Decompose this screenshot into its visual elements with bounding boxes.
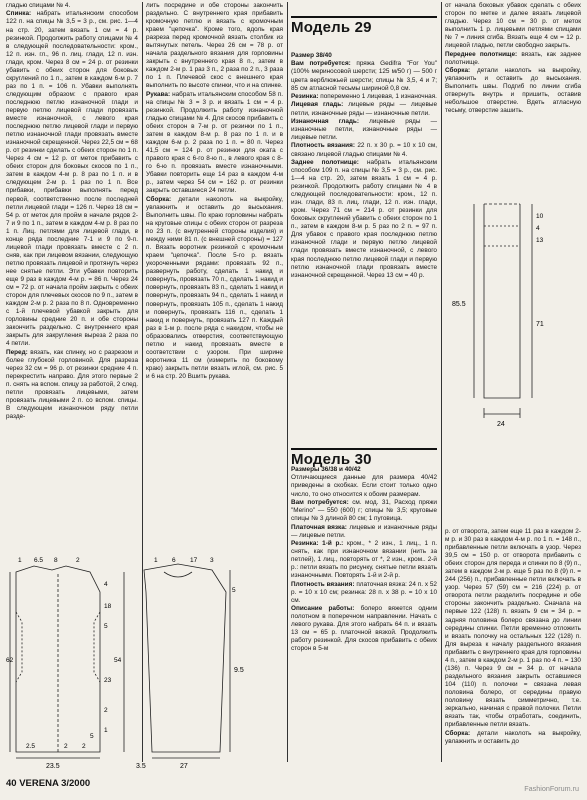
paragraph-heading: Резинка: <box>291 93 319 101</box>
paragraph: Изнаночная гладь: лицевые ряды — изнаночные петли, изнаночные ряды — лицевые петли. <box>291 117 437 142</box>
diagram-label: 13 <box>536 237 544 244</box>
paragraph: Сборка: детали наколоть на выкройку, увлажнить и оставить до высыхания. Выполнить швы. Подгиб по линии сгиба отвернуть внутрь и пришить, оставив небольшое отверстие. Вдеть атласную тесьму, отверстие зашить. <box>445 67 581 115</box>
paragraph: от начала боковых убавок сделать с обеих сторон по метке и далее вязать лицевой гладью. Через 10 см = 30 р. от меток выполнить 1 р. лицевыми петлями спицами № 7 = линия сгиба. Вязать еще 4 см = 12 р. лицевой гладью, петли свободно закрыть. <box>445 2 581 50</box>
diagram-label: 1 <box>18 557 22 564</box>
watermark: FashionForum.ru <box>524 784 579 793</box>
paragraph-heading: Спинка: <box>6 10 32 18</box>
paragraph-heading: Перед: <box>6 348 28 356</box>
diagram-label: 24 <box>497 421 505 428</box>
diagram-label: 5 <box>90 733 94 740</box>
paragraph: Платочная вязка: лицевые и изнаночные ряды — лицевые петли. <box>291 523 437 539</box>
diagram-label: 3.5 <box>136 763 146 770</box>
diagram-label: 85.5 <box>452 301 466 308</box>
diagram-label: 5 <box>104 623 108 630</box>
paragraph: Рукава: набрать итальянским способом 58 п. на спицы № 3 = 3 р. и вязать 1 см = 4 р. резинкой. Продолжить работу изнаночной гладью спицами № 4. Для скосов прибавить с обеих сторон в 7-м р. от резинки по 1 п., затем в каждом 8-м р. 8 раз по 1 п. и в каждом 6-м р. 2 раза по 1 п. = 80 п. Через 41,5 см = 124 р. от резинки для оката с правого края с 6-го 8-ю п., в левого края с 8-го 6-ю п. провязать вместе изнаночными. Убавки повторить еще 14 раз в каждом 4-м р., затем через 54 см = 162 р. от резинки закрыть оставшиеся 24 петли. <box>146 90 283 195</box>
paragraph-heading: Сборка: <box>445 729 471 737</box>
diagram-label: 27 <box>180 763 188 770</box>
paragraph-heading: Переднее полотнище: <box>445 50 518 58</box>
diagram-label: 6.5 <box>34 557 44 564</box>
paragraph-heading: Плотность вязания: <box>291 580 355 588</box>
paragraph-heading: Сборка: <box>445 67 471 75</box>
paragraph: Плотность вязания: 22 п. х 30 р. = 10 х 10 см, связано лицевой гладью спицами № 4. <box>291 142 437 158</box>
paragraph: лить посредине и обе стороны закончить раздельно. С внутреннего края прибавить кромочную петлю и вязать с кромочным краем "цепочка". Кроме того, вдоль края разреза перед кромочной вязать столбик из вытянутых петель. Через 26 см = 78 р. от начала раздельного вязания для горловины закрыть с внутреннего края 8 п., затем в каждом 2-м р. 1 раз 3 п., 2 раза по 2 п., 3 раза по 1 п. Плечевой скос с внешнего края выполнить по высоте спинки, что и на спинке. <box>146 2 283 90</box>
paragraph-heading: Заднее полотнище: <box>291 158 359 166</box>
magazine-issue: VERENA 3/2000 <box>19 778 91 789</box>
model-29-text <box>291 52 437 444</box>
paragraph <box>291 52 437 60</box>
paragraph: Сборка: детали наколоть на выкройку, увлажнить и оставить до <box>445 729 581 745</box>
model-29-title: Модель 29 <box>291 16 437 36</box>
text-column-2 <box>146 2 283 544</box>
paragraph: Перед: вязать, как спинку, но с разрезом и более глубокой горловиной. Для разреза через 32 см = 96 р. от резинки средние 4 п. перекрестить направо. Для этого первые 2 п. снять на вспом. спицу за работой, 2 след. петли провязать лицевыми, затем провязать лицевыми 2 п. со вспом. спицы. В следующем изнаночном ряду петли разде- <box>6 348 138 421</box>
diagram-label: 54 <box>114 657 122 664</box>
page-number: 40 <box>6 778 17 789</box>
diagram-label: 2 <box>76 557 80 564</box>
paragraph-heading: Лицевая гладь: <box>291 101 344 109</box>
diagram-label: 2 <box>82 743 86 750</box>
diagram-label: 2 <box>104 707 108 714</box>
paragraph: Заднее полотнище: набрать итальянским способом 109 п. на спицы № 3,5 = 3 р., см. рис. 1—4 на стр. 20, затем вязать 1 см = 4 р. резинкой. Продолжить работу спицами № 4 в следующей последовательности: кром., 12 п. изн. глади, 83 п. лиц. глади, 12 п. изн. глади, кром. Через 71 см = 214 р. от резинки для боковых скруглений убавить с обеих сторон по 1 п., затем в каждом 8-м р. 5 раз по 2 п. = 97 п. Для убавок с правого края последнюю петлю изнаночной глади и первую петлю лицевой глади провязать вместе изнаночной, с левого края последнюю петлю лицевой глади и первую петлю изнаночной глади провязать вместе изнаночной скрещенной. Через 13 см = 40 р. <box>291 158 437 279</box>
paragraph-heading: Вам потребуется: <box>291 60 351 68</box>
diagram-label: 5 <box>232 587 236 594</box>
model-30-text <box>291 466 437 774</box>
paragraph: Спинка: набрать итальянским способом 122 п. на спицы № 3,5 = 3 р., см. рис. 1—4 на стр. 20, затем вязать 1 см = 4 р. резинкой. Продолжить работу спицами № 4 в следующей последовательности: кром., 12 п. изн. гл., 96 п. лиц. глади, 12 п. изн. глади, кром. Через 8 см = 24 р. от резинки убавить с обеих сторон для боковых скруглений по 1 п., затем в каждом 6-м р. 7 раз по 1 п. = 106 п. Убавки выполнять следующим образом: с правого края последнюю петлю изнаночной глади и первую петлю лицевой глади провязать вместе изнаночной, с левого края последнюю петлю лицевой глади и первую петлю изнаночной глади провязать вместе изнаночной скрещенной. Через 22,5 см = 68 р. от резинки сделать с обеих сторон по 1 п. Через 4 см = 12 р. от меток прибавить с обеих сторон для боковых скосов по 1 п., затем в каждом 4-м р. 8 раз по 1 п. и в следующем 2-м р. 1 раз по 1 п. Все прибавки, прибавки выполнять перед первой, соответственно после последней петли лицевой глади = 126 п. Через 18 см = 54 р. от меток для пройм в начале рядов 2-7 и 9 по 1 п., затем в каждом 4-м р. 8 раз по 1 п. Лиц. петлями для лицевой глади, в конце ряда последние 7-1 и 9 по 9-п. лицевой глади провязать вместе с 2 п. сняв, как при лицевом вязании, следующую петлю провязать лицевой и протянуть через нее снятые петли. Эти убавки повторить еще 9 раз в каждом 4-м р. = 86 п. Через 24 см = 72 р. от начала пройм закрыть с обеих сторон для плечевых скосов по 9 п., затем в каждом 2-м р. 2 раза по 8 п. Одновременно с 1-й плечевой убавкой закрыть для горловины средние 20 п. и обе стороны закончить раздельно. С внутреннего края закрыть для закругления выреза 2 раза по 4 петли. <box>6 10 138 348</box>
paragraph-heading: Описание работы: <box>291 605 355 613</box>
diagram-label: 6 <box>172 557 176 564</box>
diagram-label: 3 <box>210 557 214 564</box>
paragraph: Плотность вязания: платочная вязка: 24 п. х 52 р. = 10 х 10 см; резинка: 28 п. х 38 р. = 10 х 10 см. <box>291 580 437 604</box>
diagram-label: 23 <box>104 677 112 684</box>
paragraph: Сборка: детали наколоть на выкройку, увлажнить и оставить до высыхания. Выполнить швы. По краю горловины набрать на круговые спицы с обеих сторон от разреза по 23 п. (с внутренней стороны изделия) и между ними 81 п. (с внешней стороны) = 127 п. Вязать воротник резинкой с кромочным краем "цепочка". После 5-го р. вязать укороченными рядами: провязать 92 п., развернуть работу, сделать 1 накид и повернуть, провязать 70 п., сделать 1 накид и повернуть, провязать 83 п., сделать 1 накид и повернуть, провязать 94 п., сделать 1 накид и повернуть, провязать 105 п., сделать 1 накид и повернуть, провязать 116 п., сделать 1 накид и повернуть, провязать 127 п. Каждый раз в 1-м р. после ряда с накидом, чтобы не образовались отверстия, соответствующую петлю и накид провязать вместе в соответствии с узором. При ширине воротника 11 см (измерить по боковому краю) закрыть петли вязать иглой, см. рис. 5 и 6 на стр. 20 Вшить рукава. <box>146 195 283 380</box>
paragraph: Резинка: 1-й р.: кром., * 2 изн., 1 лиц., 1 п. снять, как при изнаночном вязании (нить за петлей), 1 лиц., повторять от *, 2 изн., кром.. 2-й р.: петли вязать по рисунку, снятые петли вязать изнаночными. Повторять 1-й и 2-й р. <box>291 539 437 580</box>
column-rule <box>287 2 288 762</box>
paragraph: Отличающиеся данные для размера 40/42 приведены в скобках. Если стоит только одно число, то оно относится к обоим размерам. <box>291 474 437 498</box>
paragraph: Описание работы: болеро вяжется одним полотном в поперечном направлении. Начать с левого рукава. Для этого набрать 64 п. и вязать 13 см = 65 р. платочной вязкой. Продолжить работу резинкой. Для скосов прибавить с обеих сторон в 5-м <box>291 605 437 653</box>
text-column-4 <box>445 2 581 184</box>
diagram-label: 10 <box>536 213 544 220</box>
paragraph-heading: Размер 38/40 <box>291 52 332 59</box>
pattern-diagram-model-28 <box>4 552 286 774</box>
diagram-label: 62 <box>6 657 14 664</box>
diagram-label: 2.5 <box>26 743 36 750</box>
diagram-label: 18 <box>104 603 112 610</box>
paragraph: гладью спицами № 4. <box>6 2 71 9</box>
diagram-label: 71 <box>536 321 544 328</box>
paragraph-heading: Размеры 36/38 и 40/42 <box>291 466 361 473</box>
paragraph-heading: Изнаночная гладь: <box>291 117 359 125</box>
text-column-6 <box>445 528 581 774</box>
paragraph: Лицевая гладь: лицевые ряды — лицевые петли, изнаночные ряды — изнаночные петли. <box>291 101 437 117</box>
paragraph <box>291 466 437 474</box>
paragraph-heading: Платочная вязка: <box>291 523 347 531</box>
diagram-label: 4 <box>536 225 540 232</box>
page-footer <box>6 778 90 789</box>
paragraph-heading: Плотность вязания: <box>291 142 355 150</box>
paragraph: Резинка: попеременно 1 лицевая, 1 изнаночная. <box>291 93 437 101</box>
paragraph-heading: Сборка: <box>146 195 172 203</box>
paragraph: Переднее полотнище: вязать, как заднее полотнище. <box>445 50 581 66</box>
pattern-diagram-model-29 <box>448 186 584 448</box>
paragraph: р. от отворота, затем еще 11 раз в каждом 2-м р. и 30 раз в каждом 4-м р. по 1 п. = 148 п., прибавленные петли включать в узор. Через 39,5 см = 150 р. от отворота прибавить с обеих сторон для переда и спинки по 8 (9) п., затем в каждом 2-м р. еще 5 раз по 8 (9) п. = 244 (256) п., прибавленные петли включать в узор. Через 57 (59) см = 216 (224) р. от отворота петли разделить посредине и обе стороны закончить раздельно. Сначала на первые 122 (128) п. вязать 9 см = 34 р. = задняя половина болеро связана до линии середины спинки. Петли временно отложить и вязать полочку на остальных 122 (128) п. Для выреза к началу раздельного вязания прибавить с внутреннего края для горловины 4 п., затем в каждом 2-м р. 1 раз по 4 п. = 130 (136) п. Через 9 см = 34 р. от начала раздельного вязания закрыть оставшиеся 104 (110) п. полочки = связана левая половина болеро, от середины правую половину вязать симметрично, т.е. зеркально, начиная с правой полочки. Петли вязать так, чтобы отработать, соединить, прибавленные петли вязать. <box>445 528 581 729</box>
diagram-label: 9.5 <box>234 667 244 674</box>
diagram-label: 17 <box>190 557 198 564</box>
paragraph-heading: Рукава: <box>146 90 171 98</box>
diagram-label: 1 <box>154 557 158 564</box>
model-30-title: Модель 30 <box>291 448 437 468</box>
paragraph: Вам потребуется: см. мод. 31, Расход пряжи "Merino" — 550 (600) г; спицы № 3,5; круговые спицы № 3 длиной 80 см; 1 пуговица. <box>291 498 437 523</box>
text-column-1 <box>6 2 138 550</box>
diagram-label: 4 <box>104 581 108 588</box>
diagram-label: 1 <box>104 727 108 734</box>
paragraph-heading: Вам потребуется: <box>291 498 349 506</box>
paragraph: Вам потребуется: пряжа Gedifra "For You" (100% мериносовой шерсти; 125 м/50 г) — 500 г цвета верблюжьей шерсти; спицы № 3,5, 4 и 7; 85 см атласной тесьмы шириной 0,8 см. <box>291 60 437 92</box>
diagram-label: 23.5 <box>46 763 60 770</box>
diagram-label: 2 <box>64 743 68 750</box>
paragraph-heading: Резинка: 1-й р.: <box>291 539 344 547</box>
diagram-label: 8 <box>54 557 58 564</box>
column-rule <box>441 2 442 762</box>
